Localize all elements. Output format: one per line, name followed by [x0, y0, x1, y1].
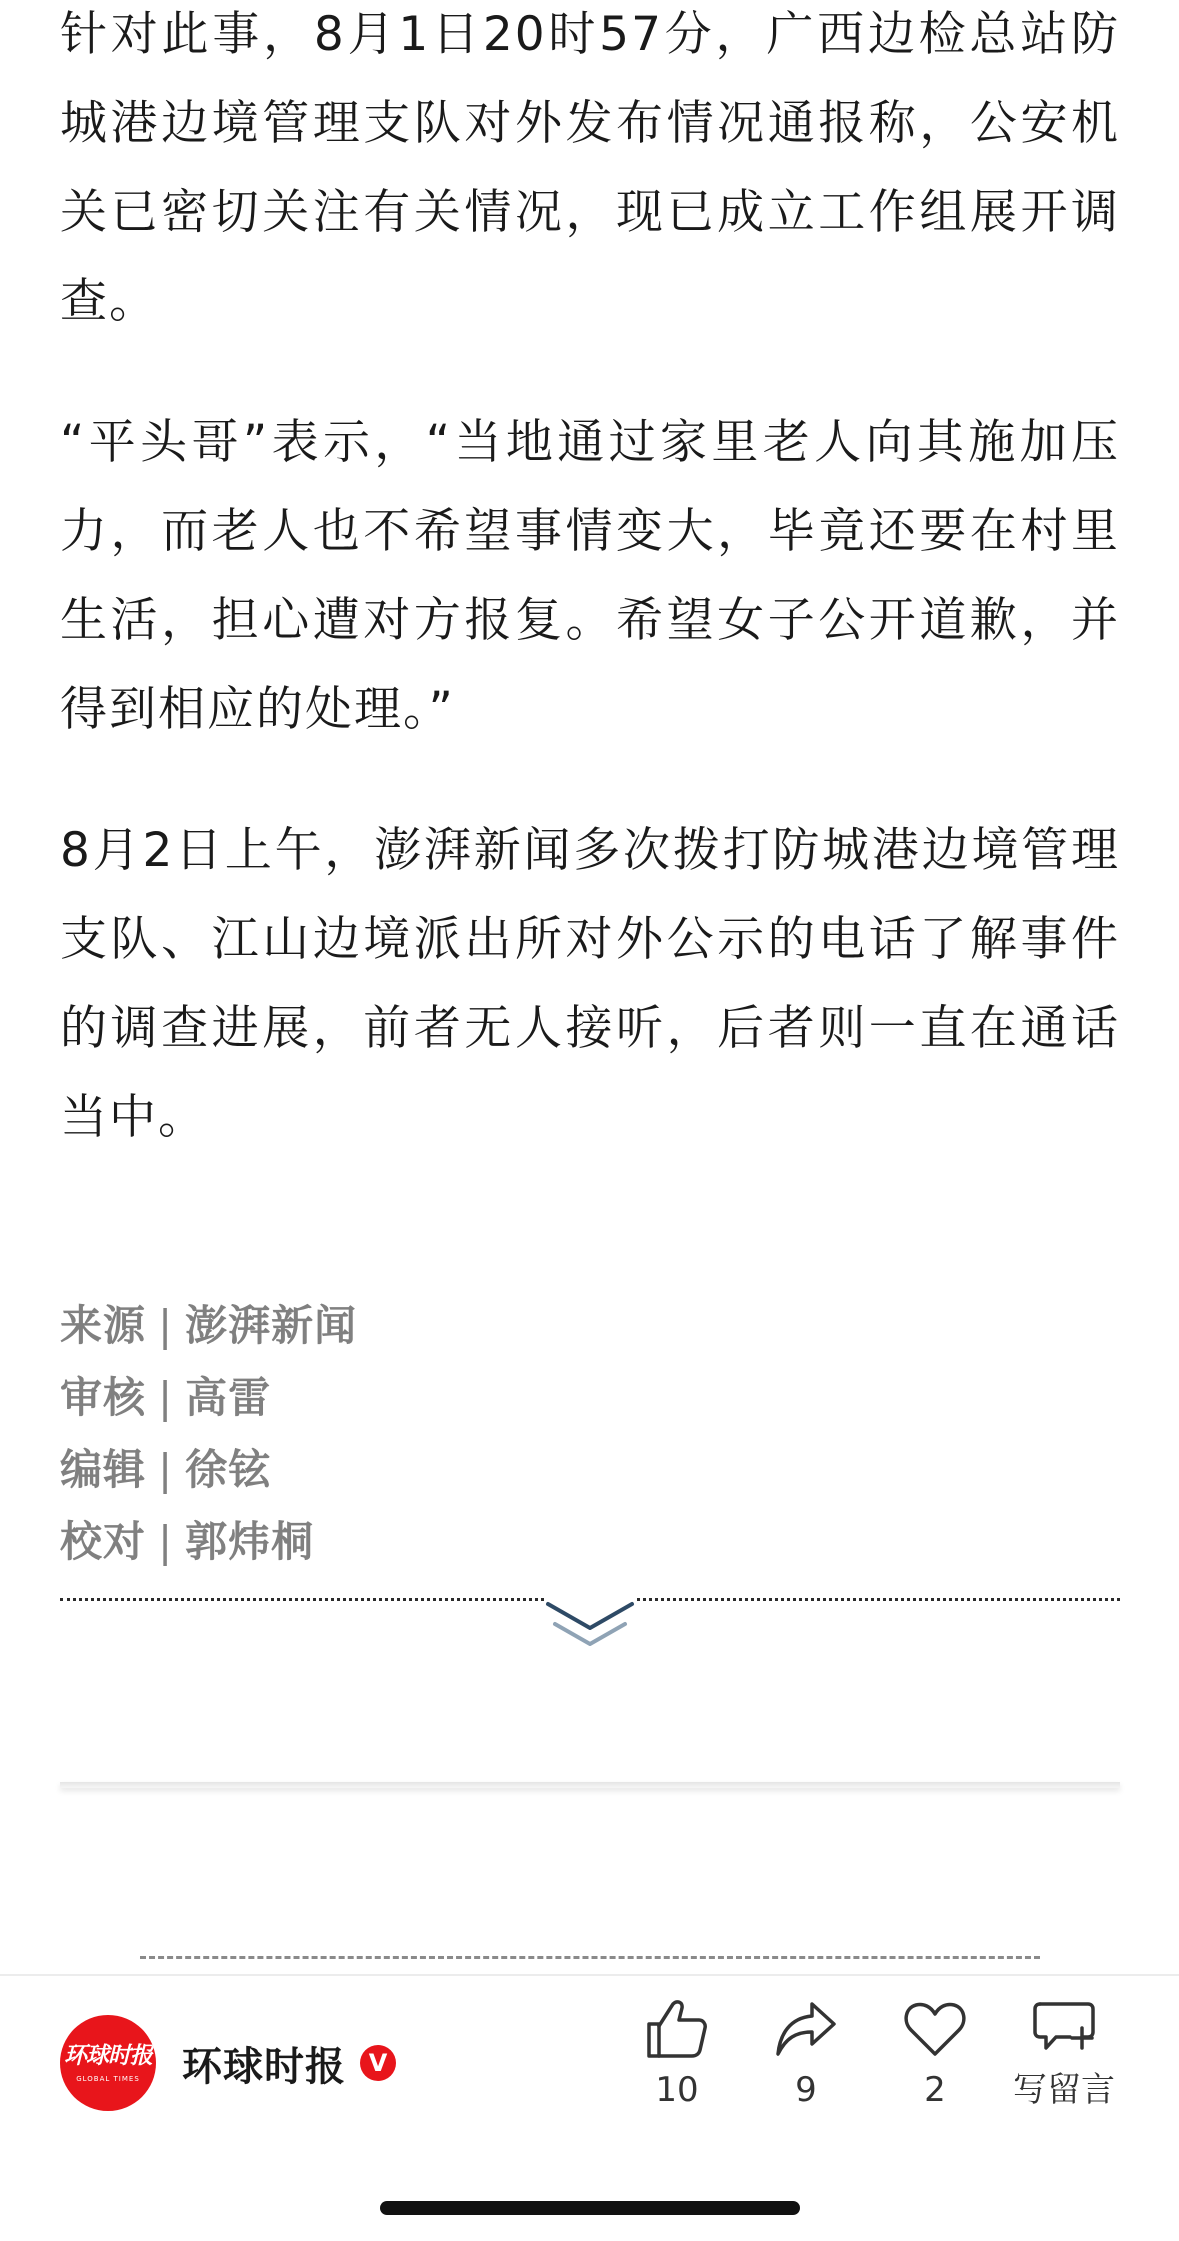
credit-label: 审核 — [60, 1373, 147, 1422]
article-paragraph: 针对此事，8月1日20时57分，广西边检总站防城港边境管理支队对外发布情况通报称，公安机关已密切关注有关情况，现已成立工作组展开调查。 — [60, 7, 1120, 329]
write-comment-label: 写留言 — [1013, 2070, 1115, 2110]
publisher-info[interactable] — [60, 2014, 396, 2112]
publisher-logo-text: 环球时报 — [64, 2042, 152, 2069]
heart-icon — [903, 1998, 967, 2060]
credit-separator: | — [158, 1301, 174, 1350]
credit-editor — [60, 1434, 760, 1506]
publisher-logo-subtext: GLOBAL TIMES — [76, 2075, 140, 2083]
verified-badge-icon: V — [360, 2045, 396, 2081]
credit-value: 高雷 — [185, 1373, 272, 1422]
article-paragraph: 8月2日上午，澎湃新闻多次拨打防城港边境管理支队、江山边境派出所对外公示的电话了解事件的调查进展，前者无人接听，后者则一直在通话当中。 — [60, 823, 1120, 1145]
credit-value: 澎湃新闻 — [185, 1301, 358, 1350]
comment-add-icon — [1032, 1998, 1096, 2060]
credit-separator: | — [158, 1373, 174, 1422]
credit-label: 编辑 — [60, 1445, 147, 1494]
publisher-logo — [60, 2015, 156, 2111]
double-chevron-down-icon — [545, 1598, 635, 1658]
share-count: 9 — [795, 2070, 817, 2110]
favorite-count: 2 — [924, 2070, 946, 2110]
share-arrow-icon — [774, 1998, 838, 2060]
article-credits — [60, 1290, 760, 1578]
credit-label: 校对 — [60, 1517, 147, 1566]
credit-value: 郭炜桐 — [185, 1517, 315, 1566]
credit-reviewer — [60, 1362, 760, 1434]
write-comment-button[interactable] — [999, 1998, 1129, 2128]
like-count: 10 — [655, 2070, 699, 2110]
home-indicator[interactable] — [380, 2201, 800, 2215]
expand-more-button[interactable] — [545, 1598, 635, 1658]
dashed-divider — [140, 1956, 1040, 1959]
credit-value: 徐铉 — [185, 1445, 272, 1494]
credit-proofreader — [60, 1506, 760, 1578]
credit-source — [60, 1290, 760, 1362]
share-button[interactable] — [741, 1998, 871, 2128]
thumbs-up-icon — [645, 1998, 709, 2060]
section-divider — [60, 1782, 1120, 1788]
credit-separator: | — [158, 1517, 174, 1566]
credit-label: 来源 — [60, 1301, 147, 1350]
credit-separator: | — [158, 1445, 174, 1494]
article-paragraph: “平头哥”表示，“当地通过家里老人向其施加压力，而老人也不希望事情变大，毕竟还要在村里生活，担心遭对方报复。希望女子公开道歉，并得到相应的处理。” — [60, 415, 1120, 737]
publisher-name: 环球时报 — [182, 2043, 346, 2090]
favorite-button[interactable] — [870, 1998, 1000, 2128]
like-button[interactable] — [612, 1998, 742, 2128]
